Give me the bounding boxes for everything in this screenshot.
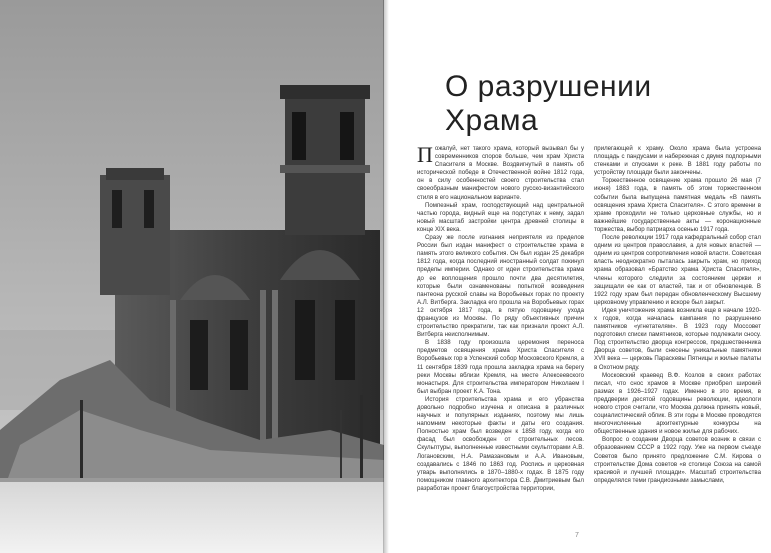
article-title: О разрушении Храма	[445, 70, 652, 137]
paragraph: Московский краевед В.Ф. Козлов в своих работах писал, что снос храмов в Москве приобрел широкий размах в 1926–1927 годах. Именно в это время, в преддверии десятой годовщины революции, идеологи нового строя считали, что Москва должна принять новый, социалистический облик. В эти годы в Москве проводятся многочисленные архитектурные конкурсы на общественные здания и новое жилье для рабочих.	[594, 371, 761, 436]
article-columns	[417, 145, 761, 535]
column-left	[417, 145, 584, 535]
drop-cap: П	[417, 145, 433, 167]
paragraph: История строительства храма и его убранства довольно подробно изучена и описана в различных научных и популярных изданиях, поэтому мы лишь напомним некоторые факты и даты его создания. Полностью храм был возведен к 1858 году, когда его фасад был освобожден от строительных лесов. Скульптуры, выполненные известными скульпторами А.В. Логановским, Н.А. Рамазановым и А.А. Ивановым, создавались с 1846 по 1863 год. Роспись и церковная утварь выполнялись в 1870–1880-х годах. В 1875 году помощником главного архитектора С.В. Дмитриевым был разработан проект благоустройства территории,	[417, 395, 584, 492]
paragraph: Идея уничтожения храма возникла еще в начале 1920-х годов, когда началась кампания по разрушению памятников «угнетателям». В 1923 году Моссовет подготовил списки памятников, которые подлежали сносу. Под строительство дворца конгрессов, предшественника Дворца советов, были снесены уникальные памятники XVII века — церковь Параскевы Пятницы и жилые палаты в Охотном ряду.	[594, 306, 761, 371]
paragraph: прилегающей к храму. Около храма была устроена площадь с пандусами и набережная с двумя подпорными стенками и спусками к реке. В 1881 году работы по устройству площади были закончены.	[594, 145, 761, 177]
text-page	[389, 0, 771, 553]
paragraph: Торжественное освящение храма прошло 26 мая (7 июня) 1883 года, в память об этом торжественном событии была выпущена памятная медаль «В память освящения храма Христа Спасителя». С этого времени в храме проходили не только церковные службы, но и важнейшие государственные акты — коронационные торжества, выбор патриарха осенью 1917 года.	[594, 177, 761, 233]
ruined-cathedral-photo	[0, 0, 384, 553]
paragraph: В 1838 году произошла церемония переноса предметов освящения храма Христа Спасителя с Воробьевых гор в Успенский собор Московского Кремля, а 11 сентября 1839 года прошла закладка храма на берегу реки Москвы вблизи Кремля, на месте Алексеевского монастыря. Для строительства императором Николаем I был выбран проект К.А. Тона.	[417, 339, 584, 395]
paragraph: Пожалуй, нет такого храма, который вызывал бы у современников споров больше, чем храм Христа Спасителя в Москве. Воздвигнутый в память об исторической победе в Отечественной войне 1812 года, он в силу особенностей своего строительства стал своеобразным манифестом нового русско-византийского стиля в его национальном варианте.	[417, 145, 584, 201]
column-right	[594, 145, 761, 535]
paragraph: Сразу же после изгнания неприятеля из пределов России был издан манифест о строительстве храма в память этого великого события. Он был издан 25 декабря 1812 года, когда последний иностранный солдат покинул пределы империи. Однако от идеи строительства храма до ее воплощения прошло почти два десятилетия, которые были ознаменованы попыткой возведения пантеона русской славы на Воробьевых горах по проекту А.Л. Витберга. Закладка его прошла на Воробьевых горах 12 октября 1817 года, в пятую годовщину ухода французов из Москвы. По ряду объективных причин строительство прекратили, так как признали проект А.Л. Витберга неисполнимым.	[417, 234, 584, 339]
paragraph: После революции 1917 года кафедральный собор стал одним из центров православия, а для новых властей — одним из центров сопротивления новой власти. Советская власть неоднократно пыталась закрыть храм, но приход храма образовал «Братство храма Христа Спасителя», члены которого следили за состоянием церкви и защищали ее как от властей, так и от обновленцев. В 1922 году храм был передан обновленческому Высшему церковному управлению и вскоре был закрыт.	[594, 234, 761, 306]
paragraph: Помпезный храм, господствующий над центральной частью города, видный еще на подступах к нему, задал новый масштаб застройки центра древней столицы в конце XIX века.	[417, 201, 584, 233]
page-number: 7	[575, 532, 579, 539]
photo-page	[0, 0, 384, 553]
paragraph: Вопрос о создании Дворца советов возник в связи с образованием СССР в 1922 году. Уже на первом съезде Советов было принято предложение С.М. Кирова о строительстве Дома советов «в столице Союза на самой красивой и лучшей площади». Масштаб строительства определялся теми грандиозными замыслами,	[594, 436, 761, 484]
